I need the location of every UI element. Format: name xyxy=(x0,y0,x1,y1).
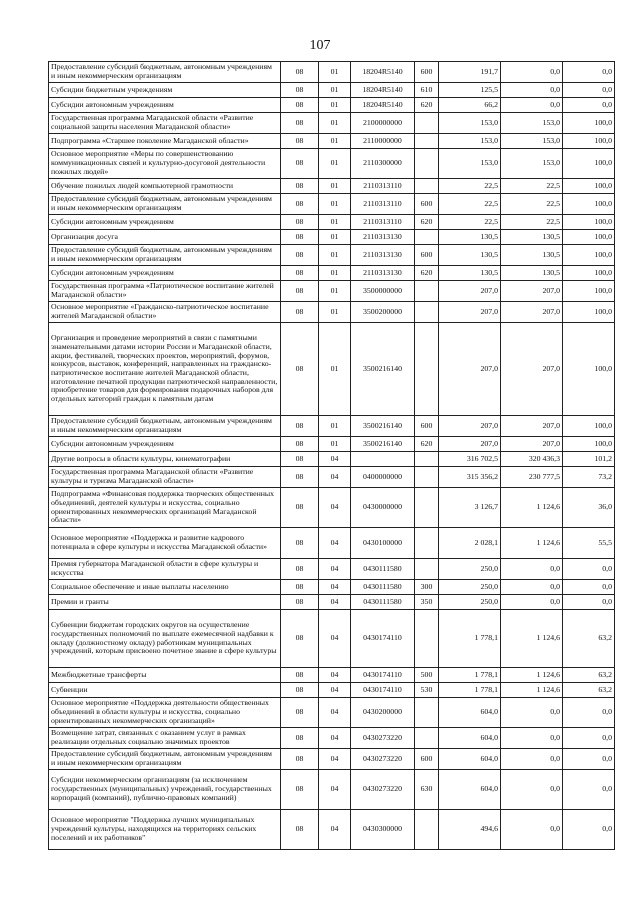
expense-type-cell: 610 xyxy=(415,83,439,98)
plan-amount-cell: 2 028,1 xyxy=(439,528,501,559)
expense-type-cell xyxy=(415,728,439,749)
section-code-cell: 08 xyxy=(281,113,319,134)
section-code-cell: 08 xyxy=(281,179,319,194)
item-name-cell: Предоставление субсидий бюджетным, автономным учреждениям и иным некоммерческим организациям xyxy=(49,245,281,266)
section-code-cell: 08 xyxy=(281,728,319,749)
target-article-cell: 3500216140 xyxy=(351,416,415,437)
expense-type-cell: 600 xyxy=(415,62,439,83)
item-name-cell: Субвенции xyxy=(49,683,281,698)
item-name-cell: Премии и гранты xyxy=(49,595,281,610)
execution-percent-cell: 100,0 xyxy=(563,245,615,266)
target-article-cell: 2110313110 xyxy=(351,194,415,215)
expense-type-cell xyxy=(415,559,439,580)
plan-amount-cell: 1 778,1 xyxy=(439,610,501,668)
section-code-cell: 08 xyxy=(281,245,319,266)
actual-amount-cell: 207,0 xyxy=(501,437,563,452)
section-code-cell: 08 xyxy=(281,698,319,728)
execution-percent-cell: 100,0 xyxy=(563,323,615,416)
subsection-code-cell: 01 xyxy=(319,281,351,302)
section-code-cell: 08 xyxy=(281,230,319,245)
actual-amount-cell: 153,0 xyxy=(501,134,563,149)
subsection-code-cell: 04 xyxy=(319,467,351,488)
expense-type-cell: 530 xyxy=(415,683,439,698)
actual-amount-cell: 1 124,6 xyxy=(501,610,563,668)
table-row xyxy=(49,749,615,770)
actual-amount-cell: 153,0 xyxy=(501,113,563,134)
target-article-cell: 0430111580 xyxy=(351,595,415,610)
item-name-cell: Межбюджетные трансферты xyxy=(49,668,281,683)
execution-percent-cell: 63,2 xyxy=(563,668,615,683)
subsection-code-cell: 01 xyxy=(319,83,351,98)
table-row xyxy=(49,728,615,749)
execution-percent-cell: 100,0 xyxy=(563,179,615,194)
subsection-code-cell: 04 xyxy=(319,770,351,810)
execution-percent-cell: 100,0 xyxy=(563,215,615,230)
section-code-cell: 08 xyxy=(281,437,319,452)
target-article-cell: 0430273220 xyxy=(351,728,415,749)
section-code-cell: 08 xyxy=(281,668,319,683)
execution-percent-cell: 0,0 xyxy=(563,98,615,113)
subsection-code-cell: 01 xyxy=(319,323,351,416)
subsection-code-cell: 01 xyxy=(319,194,351,215)
item-name-cell: Предоставление субсидий бюджетным, автономным учреждениям и иным некоммерческим организациям xyxy=(49,62,281,83)
plan-amount-cell: 22,5 xyxy=(439,215,501,230)
execution-percent-cell: 0,0 xyxy=(563,580,615,595)
target-article-cell: 0430111580 xyxy=(351,559,415,580)
expense-type-cell xyxy=(415,810,439,850)
item-name-cell: Государственная программа Магаданской области «Развитие социальной защиты населения Магаданской области» xyxy=(49,113,281,134)
item-name-cell: Социальное обеспечение и иные выплаты населению xyxy=(49,580,281,595)
actual-amount-cell: 22,5 xyxy=(501,179,563,194)
table-row xyxy=(49,698,615,728)
table-row xyxy=(49,230,615,245)
table-row xyxy=(49,770,615,810)
section-code-cell: 08 xyxy=(281,134,319,149)
section-code-cell: 08 xyxy=(281,595,319,610)
execution-percent-cell: 55,5 xyxy=(563,528,615,559)
actual-amount-cell: 1 124,6 xyxy=(501,668,563,683)
actual-amount-cell: 207,0 xyxy=(501,323,563,416)
item-name-cell: Основное мероприятие «Поддержка и развитие кадрового потенциала в сфере культуры и искусства Магаданской области» xyxy=(49,528,281,559)
target-article-cell: 2110313130 xyxy=(351,230,415,245)
target-article-cell: 3500216140 xyxy=(351,323,415,416)
expense-type-cell xyxy=(415,488,439,528)
plan-amount-cell: 22,5 xyxy=(439,194,501,215)
subsection-code-cell: 04 xyxy=(319,559,351,580)
section-code-cell: 08 xyxy=(281,83,319,98)
table-row xyxy=(49,245,615,266)
expense-type-cell xyxy=(415,610,439,668)
table-row xyxy=(49,668,615,683)
table-row xyxy=(49,323,615,416)
subsection-code-cell: 01 xyxy=(319,215,351,230)
plan-amount-cell: 207,0 xyxy=(439,281,501,302)
subsection-code-cell: 04 xyxy=(319,452,351,467)
execution-percent-cell: 0,0 xyxy=(563,728,615,749)
actual-amount-cell: 0,0 xyxy=(501,62,563,83)
target-article-cell: 2110313130 xyxy=(351,245,415,266)
section-code-cell: 08 xyxy=(281,323,319,416)
expense-type-cell: 620 xyxy=(415,215,439,230)
plan-amount-cell: 130,5 xyxy=(439,266,501,281)
actual-amount-cell: 130,5 xyxy=(501,230,563,245)
budget-table xyxy=(48,61,615,850)
plan-amount-cell: 1 778,1 xyxy=(439,668,501,683)
actual-amount-cell: 0,0 xyxy=(501,580,563,595)
subsection-code-cell: 04 xyxy=(319,698,351,728)
section-code-cell: 08 xyxy=(281,683,319,698)
table-row xyxy=(49,215,615,230)
item-name-cell: Подпрограмма «Старшее поколение Магаданской области» xyxy=(49,134,281,149)
target-article-cell: 3500000000 xyxy=(351,281,415,302)
item-name-cell: Подпрограмма «Финансовая поддержка творческих общественных объединений, деятелей культуры и искусства, социально ориентированных некоммерческих организаций Магаданской области» xyxy=(49,488,281,528)
plan-amount-cell: 153,0 xyxy=(439,149,501,179)
target-article-cell: 0430300000 xyxy=(351,810,415,850)
expense-type-cell xyxy=(415,302,439,323)
expense-type-cell xyxy=(415,113,439,134)
execution-percent-cell: 0,0 xyxy=(563,559,615,580)
execution-percent-cell: 0,0 xyxy=(563,749,615,770)
expense-type-cell: 600 xyxy=(415,245,439,266)
table-row xyxy=(49,610,615,668)
plan-amount-cell: 250,0 xyxy=(439,559,501,580)
subsection-code-cell: 01 xyxy=(319,437,351,452)
actual-amount-cell: 153,0 xyxy=(501,149,563,179)
target-article-cell: 0430174110 xyxy=(351,610,415,668)
subsection-code-cell: 01 xyxy=(319,149,351,179)
target-article-cell xyxy=(351,452,415,467)
subsection-code-cell: 04 xyxy=(319,810,351,850)
table-row xyxy=(49,452,615,467)
plan-amount-cell: 250,0 xyxy=(439,580,501,595)
plan-amount-cell: 22,5 xyxy=(439,179,501,194)
actual-amount-cell: 0,0 xyxy=(501,83,563,98)
execution-percent-cell: 100,0 xyxy=(563,437,615,452)
actual-amount-cell: 1 124,6 xyxy=(501,528,563,559)
item-name-cell: Предоставление субсидий бюджетным, автономным учреждениям и иным некоммерческим организациям xyxy=(49,416,281,437)
plan-amount-cell: 66,2 xyxy=(439,98,501,113)
expense-type-cell xyxy=(415,179,439,194)
actual-amount-cell: 130,5 xyxy=(501,266,563,281)
actual-amount-cell: 207,0 xyxy=(501,281,563,302)
table-row xyxy=(49,62,615,83)
table-row xyxy=(49,467,615,488)
item-name-cell: Основное мероприятие «Поддержка деятельности общественных объединений в области культуры и искусства, социально ориентированных некоммерческих организаций» xyxy=(49,698,281,728)
execution-percent-cell: 101,2 xyxy=(563,452,615,467)
page-number: 107 xyxy=(309,38,331,53)
section-code-cell: 08 xyxy=(281,281,319,302)
subsection-code-cell: 04 xyxy=(319,488,351,528)
execution-percent-cell: 63,2 xyxy=(563,683,615,698)
table-row xyxy=(49,194,615,215)
section-code-cell: 08 xyxy=(281,610,319,668)
expense-type-cell xyxy=(415,230,439,245)
plan-amount-cell: 315 356,2 xyxy=(439,467,501,488)
expense-type-cell xyxy=(415,323,439,416)
execution-percent-cell: 100,0 xyxy=(563,230,615,245)
section-code-cell: 08 xyxy=(281,559,319,580)
target-article-cell: 2110313110 xyxy=(351,179,415,194)
item-name-cell: Предоставление субсидий бюджетным, автономным учреждениям и иным некоммерческим организациям xyxy=(49,194,281,215)
item-name-cell: Предоставление субсидий бюджетным, автономным учреждениям и иным некоммерческим организациям xyxy=(49,749,281,770)
table-row xyxy=(49,580,615,595)
execution-percent-cell: 0,0 xyxy=(563,770,615,810)
target-article-cell: 3500216140 xyxy=(351,437,415,452)
expense-type-cell: 620 xyxy=(415,266,439,281)
subsection-code-cell: 01 xyxy=(319,179,351,194)
subsection-code-cell: 04 xyxy=(319,749,351,770)
actual-amount-cell: 0,0 xyxy=(501,728,563,749)
section-code-cell: 08 xyxy=(281,149,319,179)
table-row xyxy=(49,810,615,850)
actual-amount-cell: 0,0 xyxy=(501,749,563,770)
expense-type-cell xyxy=(415,281,439,302)
subsection-code-cell: 04 xyxy=(319,668,351,683)
subsection-code-cell: 01 xyxy=(319,416,351,437)
subsection-code-cell: 01 xyxy=(319,245,351,266)
subsection-code-cell: 01 xyxy=(319,113,351,134)
table-row xyxy=(49,488,615,528)
execution-percent-cell: 73,2 xyxy=(563,467,615,488)
section-code-cell: 08 xyxy=(281,416,319,437)
subsection-code-cell: 04 xyxy=(319,580,351,595)
table-row xyxy=(49,179,615,194)
item-name-cell: Государственная программа «Патриотическое воспитание жителей Магаданской области» xyxy=(49,281,281,302)
item-name-cell: Основное мероприятие "Поддержка лучших муниципальных учреждений культуры, находящихся на территориях сельских поселений и их работников" xyxy=(49,810,281,850)
section-code-cell: 08 xyxy=(281,98,319,113)
item-name-cell: Государственная программа Магаданской области «Развитие культуры и туризма Магаданской области» xyxy=(49,467,281,488)
target-article-cell: 3500200000 xyxy=(351,302,415,323)
expense-type-cell: 500 xyxy=(415,668,439,683)
section-code-cell: 08 xyxy=(281,749,319,770)
table-body xyxy=(49,62,615,850)
actual-amount-cell: 130,5 xyxy=(501,245,563,266)
execution-percent-cell: 100,0 xyxy=(563,416,615,437)
item-name-cell: Субсидии автономным учреждениям xyxy=(49,98,281,113)
plan-amount-cell: 207,0 xyxy=(439,302,501,323)
item-name-cell: Субвенции бюджетам городских округов на осуществление государственных полномочий по выплате ежемесячной надбавки к окладу (должностному окладу) работникам муниципальных учреждений, которым присвоено почетное звание в сфере культуры xyxy=(49,610,281,668)
plan-amount-cell: 3 126,7 xyxy=(439,488,501,528)
execution-percent-cell: 0,0 xyxy=(563,83,615,98)
table-row xyxy=(49,559,615,580)
actual-amount-cell: 230 777,5 xyxy=(501,467,563,488)
section-code-cell: 08 xyxy=(281,580,319,595)
section-code-cell: 08 xyxy=(281,62,319,83)
expense-type-cell: 630 xyxy=(415,770,439,810)
expense-type-cell: 600 xyxy=(415,416,439,437)
table-row xyxy=(49,683,615,698)
plan-amount-cell: 604,0 xyxy=(439,698,501,728)
target-article-cell: 0430200000 xyxy=(351,698,415,728)
execution-percent-cell: 0,0 xyxy=(563,62,615,83)
plan-amount-cell: 130,5 xyxy=(439,245,501,266)
item-name-cell: Субсидии автономным учреждениям xyxy=(49,215,281,230)
table-row xyxy=(49,595,615,610)
target-article-cell: 0400000000 xyxy=(351,467,415,488)
actual-amount-cell: 0,0 xyxy=(501,98,563,113)
plan-amount-cell: 153,0 xyxy=(439,134,501,149)
subsection-code-cell: 01 xyxy=(319,302,351,323)
plan-amount-cell: 130,5 xyxy=(439,230,501,245)
execution-percent-cell: 0,0 xyxy=(563,595,615,610)
plan-amount-cell: 604,0 xyxy=(439,728,501,749)
section-code-cell: 08 xyxy=(281,302,319,323)
actual-amount-cell: 207,0 xyxy=(501,416,563,437)
expense-type-cell xyxy=(415,134,439,149)
actual-amount-cell: 22,5 xyxy=(501,194,563,215)
subsection-code-cell: 04 xyxy=(319,728,351,749)
execution-percent-cell: 0,0 xyxy=(563,810,615,850)
subsection-code-cell: 04 xyxy=(319,595,351,610)
table-row xyxy=(49,416,615,437)
table-row xyxy=(49,528,615,559)
table-row xyxy=(49,134,615,149)
actual-amount-cell: 0,0 xyxy=(501,559,563,580)
section-code-cell: 08 xyxy=(281,528,319,559)
subsection-code-cell: 01 xyxy=(319,134,351,149)
subsection-code-cell: 04 xyxy=(319,528,351,559)
expense-type-cell xyxy=(415,452,439,467)
section-code-cell: 08 xyxy=(281,770,319,810)
plan-amount-cell: 604,0 xyxy=(439,749,501,770)
execution-percent-cell: 100,0 xyxy=(563,149,615,179)
section-code-cell: 08 xyxy=(281,215,319,230)
subsection-code-cell: 01 xyxy=(319,98,351,113)
item-name-cell: Организация и проведение мероприятий в связи с памятными знаменательными датами истории России и Магаданской области, акции, фестивалей, творческих проектов, мероприятий, форумов, конкурсов, выставок, конференций, направленных на гражданско-патриотическое воспитание жителей Магаданской области, изготовление печатной продукции патриотической направленности, приобретение товаров для формирования подарочных наборов для отдельных категорий граждан к памятным датам xyxy=(49,323,281,416)
item-name-cell: Субсидии автономным учреждениям xyxy=(49,437,281,452)
subsection-code-cell: 01 xyxy=(319,62,351,83)
target-article-cell: 0430100000 xyxy=(351,528,415,559)
expense-type-cell: 600 xyxy=(415,749,439,770)
item-name-cell: Субсидии бюджетным учреждениям xyxy=(49,83,281,98)
plan-amount-cell: 604,0 xyxy=(439,770,501,810)
actual-amount-cell: 320 436,3 xyxy=(501,452,563,467)
plan-amount-cell: 207,0 xyxy=(439,437,501,452)
item-name-cell: Возмещение затрат, связанных с оказанием услуг в рамках реализации отдельных социально значимых проектов xyxy=(49,728,281,749)
actual-amount-cell: 0,0 xyxy=(501,810,563,850)
execution-percent-cell: 100,0 xyxy=(563,134,615,149)
item-name-cell: Обучение пожилых людей компьютерной грамотности xyxy=(49,179,281,194)
plan-amount-cell: 125,5 xyxy=(439,83,501,98)
target-article-cell: 0430174110 xyxy=(351,668,415,683)
section-code-cell: 08 xyxy=(281,266,319,281)
plan-amount-cell: 153,0 xyxy=(439,113,501,134)
actual-amount-cell: 1 124,6 xyxy=(501,683,563,698)
target-article-cell: 0430000000 xyxy=(351,488,415,528)
target-article-cell: 0430273220 xyxy=(351,770,415,810)
execution-percent-cell: 100,0 xyxy=(563,113,615,134)
item-name-cell: Организация досуга xyxy=(49,230,281,245)
subsection-code-cell: 04 xyxy=(319,610,351,668)
actual-amount-cell: 207,0 xyxy=(501,302,563,323)
item-name-cell: Основное мероприятие «Меры по совершенствованию коммуникационных связей и культурно-досуговой деятельности пожилых людей» xyxy=(49,149,281,179)
execution-percent-cell: 100,0 xyxy=(563,302,615,323)
table-row xyxy=(49,113,615,134)
actual-amount-cell: 1 124,6 xyxy=(501,488,563,528)
item-name-cell: Субсидии некоммерческим организациям (за исключением государственных (муниципальных) учреждений, государственных корпораций (компаний), публично-правовых компаний) xyxy=(49,770,281,810)
execution-percent-cell: 100,0 xyxy=(563,194,615,215)
plan-amount-cell: 494,6 xyxy=(439,810,501,850)
subsection-code-cell: 04 xyxy=(319,683,351,698)
target-article-cell: 2110300000 xyxy=(351,149,415,179)
actual-amount-cell: 0,0 xyxy=(501,770,563,810)
expense-type-cell xyxy=(415,467,439,488)
actual-amount-cell: 22,5 xyxy=(501,215,563,230)
execution-percent-cell: 100,0 xyxy=(563,266,615,281)
execution-percent-cell: 63,2 xyxy=(563,610,615,668)
item-name-cell: Другие вопросы в области культуры, кинематографии xyxy=(49,452,281,467)
expense-type-cell: 350 xyxy=(415,595,439,610)
table-row xyxy=(49,98,615,113)
target-article-cell: 2110313110 xyxy=(351,215,415,230)
table-row xyxy=(49,302,615,323)
plan-amount-cell: 250,0 xyxy=(439,595,501,610)
actual-amount-cell: 0,0 xyxy=(501,698,563,728)
section-code-cell: 08 xyxy=(281,452,319,467)
table-row xyxy=(49,149,615,179)
expense-type-cell: 600 xyxy=(415,194,439,215)
target-article-cell: 18204R5140 xyxy=(351,62,415,83)
item-name-cell: Основное мероприятие «Гражданско-патриотическое воспитание жителей Магаданской области» xyxy=(49,302,281,323)
expense-type-cell xyxy=(415,149,439,179)
table-row xyxy=(49,83,615,98)
section-code-cell: 08 xyxy=(281,194,319,215)
target-article-cell: 18204R5140 xyxy=(351,98,415,113)
subsection-code-cell: 01 xyxy=(319,230,351,245)
table-row xyxy=(49,266,615,281)
expense-type-cell: 620 xyxy=(415,437,439,452)
section-code-cell: 08 xyxy=(281,488,319,528)
section-code-cell: 08 xyxy=(281,810,319,850)
plan-amount-cell: 207,0 xyxy=(439,323,501,416)
target-article-cell: 2110313130 xyxy=(351,266,415,281)
item-name-cell: Субсидии автономным учреждениям xyxy=(49,266,281,281)
plan-amount-cell: 207,0 xyxy=(439,416,501,437)
item-name-cell: Премия губернатора Магаданской области в сфере культуры и искусства xyxy=(49,559,281,580)
expense-type-cell xyxy=(415,698,439,728)
plan-amount-cell: 1 778,1 xyxy=(439,683,501,698)
expense-type-cell: 620 xyxy=(415,98,439,113)
expense-type-cell xyxy=(415,528,439,559)
target-article-cell: 0430273220 xyxy=(351,749,415,770)
subsection-code-cell: 01 xyxy=(319,266,351,281)
target-article-cell: 0430111580 xyxy=(351,580,415,595)
execution-percent-cell: 100,0 xyxy=(563,281,615,302)
table-row xyxy=(49,437,615,452)
execution-percent-cell: 36,0 xyxy=(563,488,615,528)
plan-amount-cell: 191,7 xyxy=(439,62,501,83)
expense-type-cell: 300 xyxy=(415,580,439,595)
section-code-cell: 08 xyxy=(281,467,319,488)
target-article-cell: 2110000000 xyxy=(351,134,415,149)
actual-amount-cell: 0,0 xyxy=(501,595,563,610)
execution-percent-cell: 0,0 xyxy=(563,698,615,728)
target-article-cell: 2100000000 xyxy=(351,113,415,134)
plan-amount-cell: 316 702,5 xyxy=(439,452,501,467)
table-row xyxy=(49,281,615,302)
target-article-cell: 18204R5140 xyxy=(351,83,415,98)
target-article-cell: 0430174110 xyxy=(351,683,415,698)
